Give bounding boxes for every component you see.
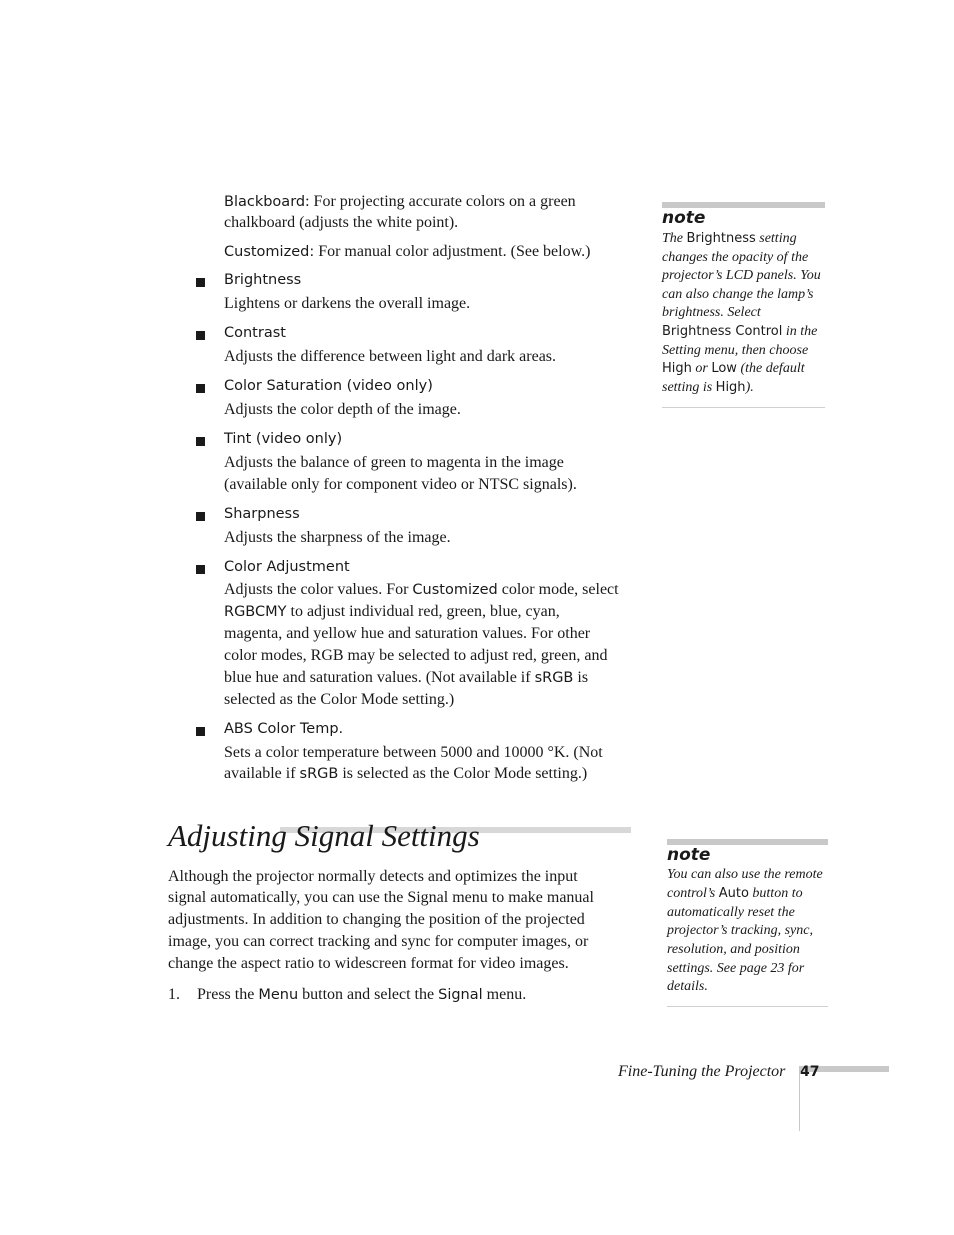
footer-vertical-rule (799, 1066, 800, 1131)
section-para-line-3: adjustments. In addition to changing the position of the projected (168, 911, 585, 928)
setting-desc-contrast: Adjusts the difference between light and dark areas. (224, 348, 557, 365)
note2-line-3: automatically reset the (667, 905, 795, 920)
color-adjustment-line-2 (224, 601, 560, 623)
text-run: button and select the (298, 986, 439, 1003)
page-number: 47 (800, 1064, 820, 1080)
note1-line-1 (662, 230, 797, 249)
bullet-icon (196, 565, 205, 574)
ui-term-high: High (715, 380, 746, 395)
text-run: color mode, select (497, 581, 619, 598)
text-run: ). (745, 380, 754, 395)
customized-term: Customized: (224, 244, 315, 260)
section-para-line-4: image, you can correct tracking and sync for computer images, or (168, 933, 589, 950)
bullet-icon (196, 727, 205, 736)
note2-line-5: resolution, and position (667, 942, 800, 957)
text-run: is (573, 669, 589, 686)
note-title: note (662, 208, 706, 228)
note1-line-3: projector’s LCD panels. You (662, 268, 821, 283)
ui-term-rgbcmy: RGBCMY (224, 604, 287, 620)
section-heading: Adjusting Signal Settings (168, 818, 480, 853)
text-run: available if (224, 765, 300, 782)
section-para-line-5: change the aspect ratio to widescreen format for video images. (168, 955, 569, 972)
text-run: setting is (662, 380, 716, 395)
ui-term-customized: Customized (412, 582, 498, 598)
bullet-icon (196, 384, 205, 393)
setting-desc-tint-1: Adjusts the balance of green to magenta in the image (224, 454, 564, 471)
color-adjustment-line-3: magenta, and yellow hue and saturation values. For other (224, 625, 591, 642)
step-1-text (197, 984, 526, 1006)
setting-title-color-adjustment: Color Adjustment (224, 559, 350, 575)
setting-title-tint: Tint (video only) (224, 431, 343, 447)
ui-term-srgb: sRGB (534, 670, 574, 686)
customized-desc: For manual color adjustment. (See below.) (314, 243, 591, 260)
note2-line-6: settings. See page 23 for (667, 961, 805, 976)
ui-term-srgb: sRGB (299, 766, 339, 782)
setting-title-color-saturation: Color Saturation (video only) (224, 378, 433, 394)
color-adjustment-line-4: color modes, RGB may be selected to adjust red, green, and (224, 647, 608, 664)
text-run: setting (755, 231, 797, 246)
note1-line-2: changes the opacity of the (662, 250, 809, 265)
step-number: 1. (168, 986, 180, 1003)
ui-term-brightness-control: Brightness Control (662, 324, 783, 339)
text-run: menu. (482, 986, 527, 1003)
note1-line-6 (662, 323, 817, 342)
ui-term-high: High (662, 361, 692, 376)
setting-desc-sharpness: Adjusts the sharpness of the image. (224, 529, 451, 546)
note2-line-2 (667, 885, 803, 904)
abs-temp-line-1: Sets a color temperature between 5000 and 10000 °K. (Not (224, 744, 603, 761)
color-adjustment-line-5 (224, 667, 588, 689)
text-run: to adjust individual red, green, blue, cyan, (286, 603, 560, 620)
text-run: button to (748, 886, 803, 901)
setting-title-abs-color-temp: ABS Color Temp. (224, 721, 344, 737)
setting-desc-color-saturation: Adjusts the color depth of the image. (224, 401, 461, 418)
text-run: (the default (736, 361, 805, 376)
bullet-icon (196, 512, 205, 521)
blackboard-term: Blackboard (224, 194, 306, 210)
note-title: note (667, 845, 711, 865)
setting-title-brightness: Brightness (224, 272, 302, 288)
note2-line-7: details. (667, 979, 708, 994)
note1-line-5: brightness. Select (662, 305, 761, 320)
color-adjustment-line-6: selected as the Color Mode setting.) (224, 691, 455, 708)
blackboard-line-1 (224, 191, 576, 213)
note2-line-1: You can also use the remote (667, 867, 823, 882)
section-para-line-1: Although the projector normally detects and optimizes the input (168, 868, 578, 885)
text-run: blue hue and saturation values. (Not available if (224, 669, 535, 686)
text-run: in the (782, 324, 818, 339)
note1-line-7: Setting menu, then choose (662, 343, 809, 358)
abs-temp-line-2 (224, 763, 587, 785)
footer-chapter-title: Fine-Tuning the Projector (618, 1063, 786, 1080)
text-run: or (691, 361, 712, 376)
setting-title-contrast: Contrast (224, 325, 286, 341)
blackboard-line-2: chalkboard (adjusts the white point). (224, 214, 459, 231)
ui-term-menu: Menu (258, 987, 299, 1003)
setting-desc-tint-2: (available only for component video or NTSC signals). (224, 476, 577, 493)
color-adjustment-line-1 (224, 579, 619, 601)
bullet-icon (196, 437, 205, 446)
setting-desc-brightness: Lightens or darkens the overall image. (224, 295, 471, 312)
ui-term-signal: Signal (438, 987, 483, 1003)
section-para-line-2: signal automatically, you can use the Signal menu to make manual (168, 889, 594, 906)
note1-line-9 (662, 379, 754, 398)
note1-line-4: can also change the lamp’s (662, 287, 814, 302)
blackboard-desc: : For projecting accurate colors on a green (305, 193, 576, 210)
ui-term-auto: Auto (718, 886, 749, 901)
text-run: is selected as the Color Mode setting.) (338, 765, 588, 782)
note-divider (667, 1006, 828, 1007)
text-run: Press the (197, 986, 259, 1003)
note-divider (662, 407, 825, 408)
note2-line-4: projector’s tracking, sync, (667, 923, 813, 938)
customized-line (224, 241, 590, 263)
note1-line-8 (662, 360, 805, 379)
text-run: control’s (667, 886, 719, 901)
ui-term-brightness: Brightness (686, 231, 756, 246)
setting-title-sharpness: Sharpness (224, 506, 300, 522)
text-run: The (662, 231, 687, 246)
text-run: Adjusts the color values. For (224, 581, 413, 598)
bullet-icon (196, 331, 205, 340)
bullet-icon (196, 278, 205, 287)
ui-term-low: Low (711, 361, 737, 376)
